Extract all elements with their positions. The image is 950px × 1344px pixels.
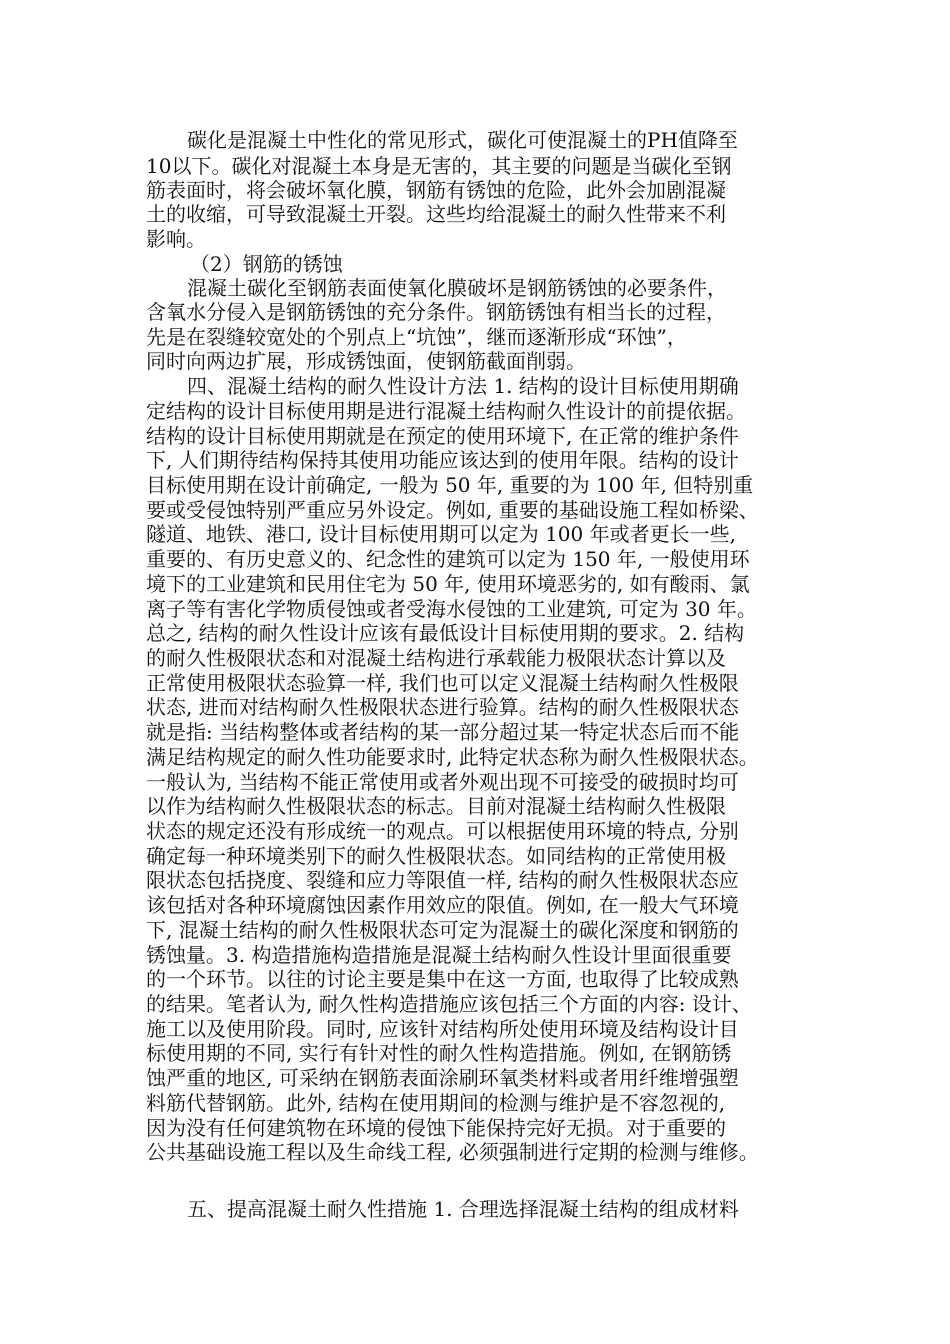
- text-line: 状态, 进而对结构耐久性极限状态进行验算。结构的耐久性极限状态: [146, 695, 739, 719]
- text-line: 重要的、有历史意义的、纪念性的建筑可以定为 150 年, 一般使用环: [146, 547, 750, 571]
- section-heading: （2）钢筋的锈蚀: [190, 252, 343, 276]
- text-line: 四、混凝土结构的耐久性设计方法 1. 结构的设计目标使用期确: [187, 374, 739, 398]
- text-line: 影响。: [146, 227, 206, 251]
- text-line: 下, 人们期待结构保持其使用功能应该达到的使用年限。结构的设计: [146, 448, 739, 472]
- text-line: 总之, 结构的耐久性设计应该有最低设计目标使用期的要求。2. 结构: [146, 621, 745, 645]
- text-line: 下, 混凝土结构的耐久性极限状态可定为混凝土的碳化深度和钢筋的: [146, 918, 739, 942]
- text-line: 的耐久性极限状态和对混凝土结构进行承载能力极限状态计算以及: [146, 646, 726, 670]
- text-line: 筋表面时，将会破坏氧化膜，钢筋有锈蚀的危险，此外会加剧混凝: [146, 178, 726, 202]
- text-line: 蚀严重的地区, 可采纳在钢筋表面涂刷环氧类材料或者用纤维增强塑: [146, 1066, 739, 1090]
- text-line: 的一个环节。以往的讨论主要是集中在这一方面, 也取得了比较成熟: [146, 967, 739, 991]
- text-line: 土的收缩，可导致混凝土开裂。这些均给混凝土的耐久性带来不利: [146, 202, 726, 226]
- text-line: 隧道、地铁、港口, 设计目标使用期可以定为 100 年或者更长一些,: [146, 522, 736, 546]
- text-line: 确定每一种环境类别下的耐久性极限状态。如同结构的正常使用极: [146, 844, 726, 868]
- text-line: 料筋代替钢筋。此外, 结构在使用期间的检测与维护是不容忽视的,: [146, 1091, 726, 1115]
- text-line: 满足结构规定的耐久性功能要求时, 此特定状态称为耐久性极限状态。: [146, 745, 759, 769]
- text-line: 限状态包括挠度、裂缝和应力等限值一样, 结构的耐久性极限状态应: [146, 868, 739, 892]
- text-line: 离子等有害化学物质侵蚀或者受海水侵蚀的工业建筑, 可定为 30 年。: [146, 597, 757, 621]
- text-line: 目标使用期在设计前确定, 一般为 50 年, 重要的为 100 年, 但特别重: [146, 473, 754, 497]
- text-line: 先是在裂缝较宽处的个别点上“坑蚀”，继而逐渐形成“环蚀”，: [146, 325, 687, 349]
- text-line: 10以下。碳化对混凝土本身是无害的，其主要的问题是当碳化至钢: [146, 154, 732, 178]
- text-line: 定结构的设计目标使用期是进行混凝土结构耐久性设计的前提依据。: [146, 399, 746, 423]
- text-line: 状态的规定还没有形成统一的观点。可以根据使用环境的特点, 分别: [146, 819, 739, 843]
- text-line: 一般认为, 当结构不能正常使用或者外观出现不可接受的破损时均可: [146, 770, 739, 794]
- text-line: 以作为结构耐久性极限状态的标志。目前对混凝土结构耐久性极限: [146, 794, 726, 818]
- section-heading: 五、提高混凝土耐久性措施 1. 合理选择混凝土结构的组成材料: [187, 1197, 739, 1221]
- text-line: 境下的工业建筑和民用住宅为 50 年, 使用环境恶劣的, 如有酸雨、氯: [146, 572, 750, 596]
- text-line: 混凝土碳化至钢筋表面使氧化膜破坏是钢筋锈蚀的必要条件，: [187, 276, 727, 300]
- text-line: 正常使用极限状态验算一样, 我们也可以定义混凝土结构耐久性极限: [146, 671, 739, 695]
- text-line: 因为没有任何建筑物在环境的侵蚀下能保持完好无损。对于重要的: [146, 1116, 726, 1140]
- text-line: 就是指: 当结构整体或者结构的某一部分超过某一特定状态后而不能: [146, 720, 740, 744]
- text-line: 要或受侵蚀特别严重应另外设定。例如, 重要的基础设施工程如桥梁、: [146, 498, 759, 522]
- text-line: 同时向两边扩展，形成锈蚀面，使钢筋截面削弱。: [146, 349, 586, 373]
- text-line: 标使用期的不同, 实行有针对性的耐久性构造措施。例如, 在钢筋锈: [146, 1041, 732, 1065]
- text-line: 锈蚀量。3. 构造措施构造措施是混凝土结构耐久性设计里面很重要: [146, 943, 732, 967]
- text-line: 施工以及使用阶段。同时, 应该针对结构所处使用环境及结构设计目: [146, 1017, 739, 1041]
- text-line: 碳化是混凝土中性化的常见形式，碳化可使混凝土的PH值降至: [187, 128, 738, 152]
- text-line: 的结果。笔者认为, 耐久性构造措施应该包括三个方面的内容: 设计、: [146, 992, 752, 1016]
- text-line: 结构的设计目标使用期就是在预定的使用环境下, 在正常的维护条件: [146, 424, 739, 448]
- text-line: 公共基础设施工程以及生命线工程, 必须强制进行定期的检测与维修。: [146, 1140, 759, 1164]
- text-line: 该包括对各种环境腐蚀因素作用效应的限值。例如, 在一般大气环境: [146, 893, 739, 917]
- text-line: 含氧水分侵入是钢筋锈蚀的充分条件。钢筋锈蚀有相当长的过程，: [146, 300, 726, 324]
